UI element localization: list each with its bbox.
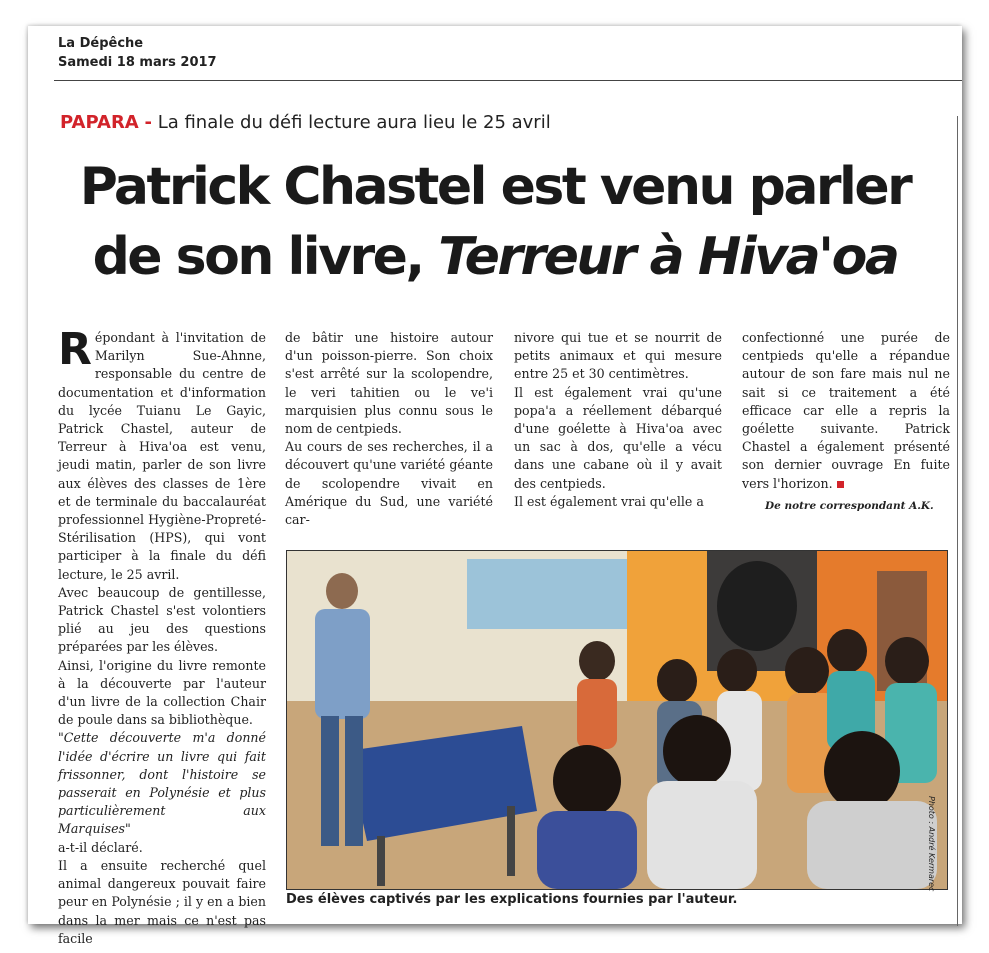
drop-cap: R bbox=[58, 324, 92, 375]
paragraph: nivore qui tue et se nourrit de petits animaux et qui mesure entre 25 et 30 centimètres. bbox=[514, 330, 722, 382]
paragraph: Il est également vrai qu'elle a bbox=[514, 493, 704, 509]
headline-line-1: Patrick Chastel est venu parler bbox=[79, 157, 911, 217]
kicker-dash: - bbox=[144, 112, 152, 133]
paragraph: Au cours de ses recherches, il a découvert qu'une variété géante de scolopendre vivait en Amérique du Sud, une variété car- bbox=[285, 439, 493, 528]
article-column-4 bbox=[742, 329, 950, 493]
paper-name: La Dépêche bbox=[58, 36, 144, 51]
byline: De notre correspondant A.K. bbox=[765, 500, 934, 512]
kicker bbox=[60, 112, 551, 133]
masthead bbox=[58, 34, 217, 72]
paragraph: a-t-il déclaré. bbox=[58, 839, 143, 855]
end-mark-icon bbox=[837, 481, 844, 488]
photo-credit: Photo : André Kermarec bbox=[927, 796, 936, 892]
paragraph: confectionné une purée de centpieds qu'elle a répandue autour de son fare mais nul ne sait si ce traitement a été efficace car elle a repris la goélette suivante. Patrick Chastel a également présenté son dernier ouvrage En fuite vers l'horizon. bbox=[742, 330, 950, 491]
issue-date: Samedi 18 mars 2017 bbox=[58, 55, 217, 70]
article-photo bbox=[286, 550, 948, 890]
author-quote: "Cette découverte m'a donné l'idée d'écrire un livre qui fait frissonner, dont l'histoire se passerait en Polynésie et plus particulièrement aux Marquises" bbox=[58, 730, 266, 837]
paragraph: Il a ensuite recherché quel animal dangereux pouvait faire peur en Polynésie ; il y en a bien dans la mer mais ce n'est pas facile bbox=[58, 857, 266, 946]
headline-line-2 bbox=[28, 222, 962, 292]
paragraph: Ainsi, l'origine du livre remonte à la découverte par l'auteur d'un livre de la collection Chair de poule dans sa bibliothèque. bbox=[58, 657, 266, 728]
article-column-3 bbox=[514, 329, 722, 511]
paragraph: Avec beaucoup de gentillesse, Patrick Chastel s'est volontiers plié au jeu des questions préparées par les élèves. bbox=[58, 584, 266, 655]
article-column-2 bbox=[285, 329, 493, 529]
headline-line-2-plain: de son livre, bbox=[92, 227, 439, 287]
kicker-place: PAPARA bbox=[60, 112, 139, 133]
kicker-text: La finale du défi lecture aura lieu le 25 avril bbox=[157, 112, 551, 133]
classroom-photo-illustration bbox=[287, 551, 947, 892]
newspaper-clipping bbox=[28, 26, 962, 946]
masthead-divider bbox=[54, 80, 962, 81]
paragraph: Répondant à l'invitation de Marilyn Sue-Ahnne, responsable du centre de documentation et d'information du lycée Tuianu Le Gayic, Patrick Chastel, auteur de Terreur à Hiva'oa est venu, jeudi matin, parler de son livre aux élèves des classes de 1ère et de terminale du baccalauréat professionnel Hygiène-Propreté-Stérilisation (HPS), qui vont participer à la finale du défi lecture, le 25 avril. bbox=[58, 324, 266, 582]
photo-caption: Des élèves captivés par les explications fournies par l'auteur. bbox=[286, 892, 738, 907]
paragraph: Il est également vrai qu'une popa'a a réellement débarqué d'une goélette à Hiva'oa avec un sac à dos, qu'elle a vécu dans une cabane où il y avait des centpieds. bbox=[514, 384, 722, 491]
paragraph: de bâtir une histoire autour d'un poisson-pierre. Son choix s'est arrêté sur la scolopendre, le veri tahitien ou le ve'i marquisien plus connu sous le nom de centpieds. bbox=[285, 330, 493, 437]
headline bbox=[28, 152, 962, 292]
headline-book-title: Terreur à Hiva'oa bbox=[438, 227, 898, 287]
article-column-1 bbox=[58, 324, 266, 948]
